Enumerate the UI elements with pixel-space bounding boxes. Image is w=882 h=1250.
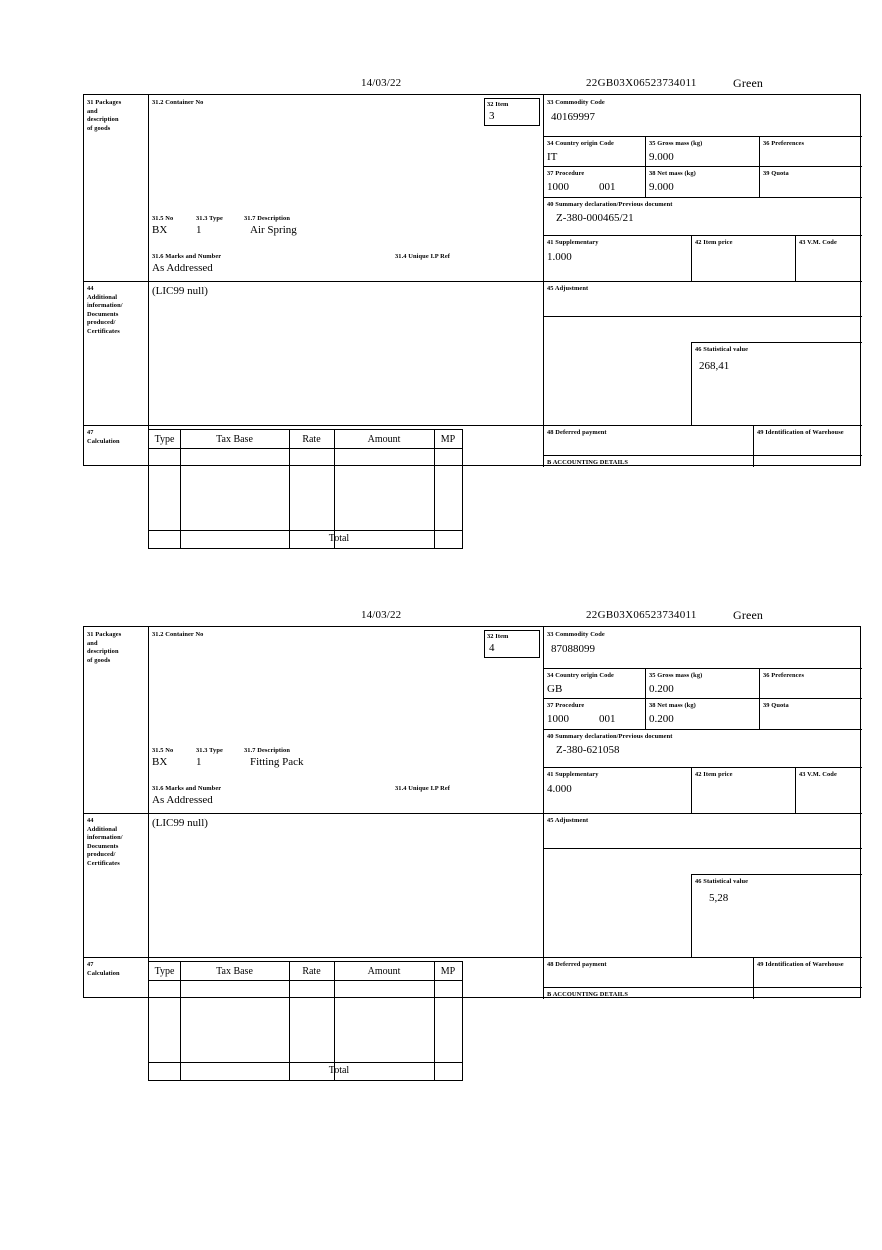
lane-status: Green <box>733 76 764 90</box>
box45-label: 45 Adjustment <box>547 285 589 292</box>
box31-5-label: 31.5 No <box>152 215 174 222</box>
previous-document-value: Z-380-000465/21 <box>556 212 634 224</box>
marks-and-number-value: As Addressed <box>152 262 213 274</box>
box39-label: 39 Quota <box>763 702 789 709</box>
box36-label: 36 Preferences <box>763 672 805 679</box>
box47-label: 47 Calculation <box>87 961 120 977</box>
calc-col-rate-header: Rate <box>302 966 321 977</box>
box31-4-label: 31.4 Unique I.P Ref <box>395 785 450 792</box>
box32-item-container <box>484 630 540 658</box>
box31-3-label: 31.3 Type <box>196 215 223 222</box>
additional-information-value: (LIC99 null) <box>152 285 208 297</box>
calculation-table <box>148 961 463 1081</box>
calc-col-type-header: Type <box>154 966 175 977</box>
box31-6-label: 31.6 Marks and Number <box>152 785 222 792</box>
calc-total-label: Total <box>328 533 350 544</box>
customs-declaration-form-1 <box>83 76 863 544</box>
box31-7-label: 31.7 Description <box>244 747 290 754</box>
movement-reference-number: 22GB03X06523734011 <box>586 609 697 621</box>
calc-col-rate-header: Rate <box>302 434 321 445</box>
packages-no-value: BX <box>152 224 168 236</box>
divider-box42-box43 <box>795 235 796 281</box>
box31-6-label: 31.6 Marks and Number <box>152 253 222 260</box>
box34-label: 34 Country origin Code <box>547 140 614 147</box>
divider-row40-row41 <box>543 767 862 768</box>
country-origin-value: GB <box>547 683 563 695</box>
item-number-value: 3 <box>489 110 495 122</box>
calc-total-label: Total <box>328 1065 350 1076</box>
divider-box46-top <box>691 342 862 343</box>
divider-row41-row45 <box>543 813 862 814</box>
box31-label: 31 Packages and description of goods <box>87 99 122 132</box>
net-mass-value: 9.000 <box>649 181 674 193</box>
commodity-code-value: 87088099 <box>551 643 595 655</box>
previous-document-value: Z-380-621058 <box>556 744 620 756</box>
box48-label: 48 Deferred payment <box>547 429 607 436</box>
box31-2-label: 31.2 Container No <box>152 631 204 638</box>
form-header-1 <box>83 78 863 94</box>
box43-label: 43 V.M. Code <box>799 771 837 778</box>
procedure-value-1: 1000 <box>547 713 569 725</box>
declaration-date: 14/03/22 <box>361 609 402 621</box>
box44-label: 44 Additional information/ Documents produced/ Certificates <box>87 285 123 335</box>
dotted-divider-box46 <box>543 848 544 957</box>
calc-header-divider <box>149 980 462 981</box>
box37-label: 37 Procedure <box>547 170 585 177</box>
lane-status: Green <box>733 608 764 622</box>
gross-mass-value: 9.000 <box>649 151 674 163</box>
packages-no-value: BX <box>152 756 168 768</box>
statistical-value-value: 5,28 <box>709 892 729 904</box>
divider-left-column <box>148 95 149 425</box>
divider-left-column <box>148 627 149 957</box>
box37-label: 37 Procedure <box>547 702 585 709</box>
additional-information-value: (LIC99 null) <box>152 817 208 829</box>
divider-box47-top <box>84 957 862 958</box>
divider-box44-top <box>84 281 543 282</box>
box40-label: 40 Summary declaration/Previous document <box>547 733 673 740</box>
box31-5-label: 31.5 No <box>152 747 174 754</box>
packages-description-value: Air Spring <box>250 224 297 236</box>
divider-box47-top <box>84 425 862 426</box>
calc-total-divider <box>149 530 462 531</box>
calc-col-taxbase-header: Tax Base <box>216 966 253 977</box>
calculation-table <box>148 429 463 549</box>
divider-box41-box42 <box>691 767 692 813</box>
calc-col-amount-header: Amount <box>367 966 401 977</box>
box41-label: 41 Supplementary <box>547 771 599 778</box>
divider-row45-row46 <box>543 848 862 849</box>
calc-header-divider <box>149 448 462 449</box>
procedure-value-2: 001 <box>599 181 616 193</box>
commodity-code-value: 40169997 <box>551 111 595 123</box>
form-header-2 <box>83 610 863 626</box>
supplementary-value: 1.000 <box>547 251 572 263</box>
box33-label: 33 Commodity Code <box>547 99 605 106</box>
calc-col-amount-header: Amount <box>367 434 401 445</box>
box43-label: 43 V.M. Code <box>799 239 837 246</box>
dotted-divider-box46 <box>543 316 544 425</box>
marks-and-number-value: As Addressed <box>152 794 213 806</box>
procedure-value-1: 1000 <box>547 181 569 193</box>
box38-label: 38 Net mass (kg) <box>649 170 696 177</box>
box31-3-label: 31.3 Type <box>196 747 223 754</box>
declaration-date: 14/03/22 <box>361 77 402 89</box>
declaration-body-1 <box>83 94 861 544</box>
divider-row37-row40 <box>543 197 862 198</box>
divider-row37-row40 <box>543 729 862 730</box>
box40-label: 40 Summary declaration/Previous document <box>547 201 673 208</box>
calc-col-mp-header: MP <box>440 434 456 445</box>
box-b-label: B ACCOUNTING DETAILS <box>547 991 629 998</box>
packages-type-value: 1 <box>196 224 202 236</box>
packages-type-value: 1 <box>196 756 202 768</box>
divider-box44-top <box>84 813 543 814</box>
box31-label: 31 Packages and description of goods <box>87 631 122 664</box>
box31-4-label: 31.4 Unique I.P Ref <box>395 253 450 260</box>
divider-box46-left <box>691 874 692 957</box>
box32-item-container <box>484 98 540 126</box>
box41-label: 41 Supplementary <box>547 239 599 246</box>
box45-label: 45 Adjustment <box>547 817 589 824</box>
statistical-value-value: 268,41 <box>699 360 730 372</box>
calc-total-divider <box>149 1062 462 1063</box>
divider-row45-row46 <box>543 316 862 317</box>
box39-label: 39 Quota <box>763 170 789 177</box>
box35-label: 35 Gross mass (kg) <box>649 672 703 679</box>
item-number-value: 4 <box>489 642 495 654</box>
calc-col-mp-header: MP <box>440 966 456 977</box>
divider-row34-row37 <box>543 698 862 699</box>
packages-description-value: Fitting Pack <box>250 756 304 768</box>
divider-box48-box49 <box>753 957 754 999</box>
divider-box46-top <box>691 874 862 875</box>
box38-label: 38 Net mass (kg) <box>649 702 696 709</box>
divider-row41-row45 <box>543 281 862 282</box>
box-b-label: B ACCOUNTING DETAILS <box>547 459 629 466</box>
box42-label: 42 Item price <box>695 239 733 246</box>
box31-2-label: 31.2 Container No <box>152 99 204 106</box>
declaration-body-2 <box>83 626 861 1076</box>
divider-row40-row41 <box>543 235 862 236</box>
divider-box42-box43 <box>795 767 796 813</box>
box31-7-label: 31.7 Description <box>244 215 290 222</box>
gross-mass-value: 0.200 <box>649 683 674 695</box>
divider-box48-boxB <box>543 987 862 988</box>
country-origin-value: IT <box>547 151 558 163</box>
box46-label: 46 Statistical value <box>695 346 749 353</box>
divider-row34-row37 <box>543 166 862 167</box>
box32-label: 32 Item <box>487 633 509 640</box>
divider-box46-left <box>691 342 692 425</box>
procedure-value-2: 001 <box>599 713 616 725</box>
net-mass-value: 0.200 <box>649 713 674 725</box>
box34-label: 34 Country origin Code <box>547 672 614 679</box>
box46-label: 46 Statistical value <box>695 878 749 885</box>
calc-col-type-header: Type <box>154 434 175 445</box>
box32-label: 32 Item <box>487 101 509 108</box>
box35-label: 35 Gross mass (kg) <box>649 140 703 147</box>
divider-below-box33 <box>543 668 862 669</box>
divider-box48-box49 <box>753 425 754 467</box>
box44-label: 44 Additional information/ Documents produced/ Certificates <box>87 817 123 867</box>
box42-label: 42 Item price <box>695 771 733 778</box>
divider-box48-boxB <box>543 455 862 456</box>
box33-label: 33 Commodity Code <box>547 631 605 638</box>
supplementary-value: 4.000 <box>547 783 572 795</box>
divider-below-box33 <box>543 136 862 137</box>
box47-label: 47 Calculation <box>87 429 120 445</box>
calc-col-taxbase-header: Tax Base <box>216 434 253 445</box>
divider-box41-box42 <box>691 235 692 281</box>
box49-label: 49 Identification of Warehouse <box>757 429 844 436</box>
box49-label: 49 Identification of Warehouse <box>757 961 844 968</box>
movement-reference-number: 22GB03X06523734011 <box>586 77 697 89</box>
box48-label: 48 Deferred payment <box>547 961 607 968</box>
box36-label: 36 Preferences <box>763 140 805 147</box>
customs-declaration-form-2 <box>83 608 863 1076</box>
